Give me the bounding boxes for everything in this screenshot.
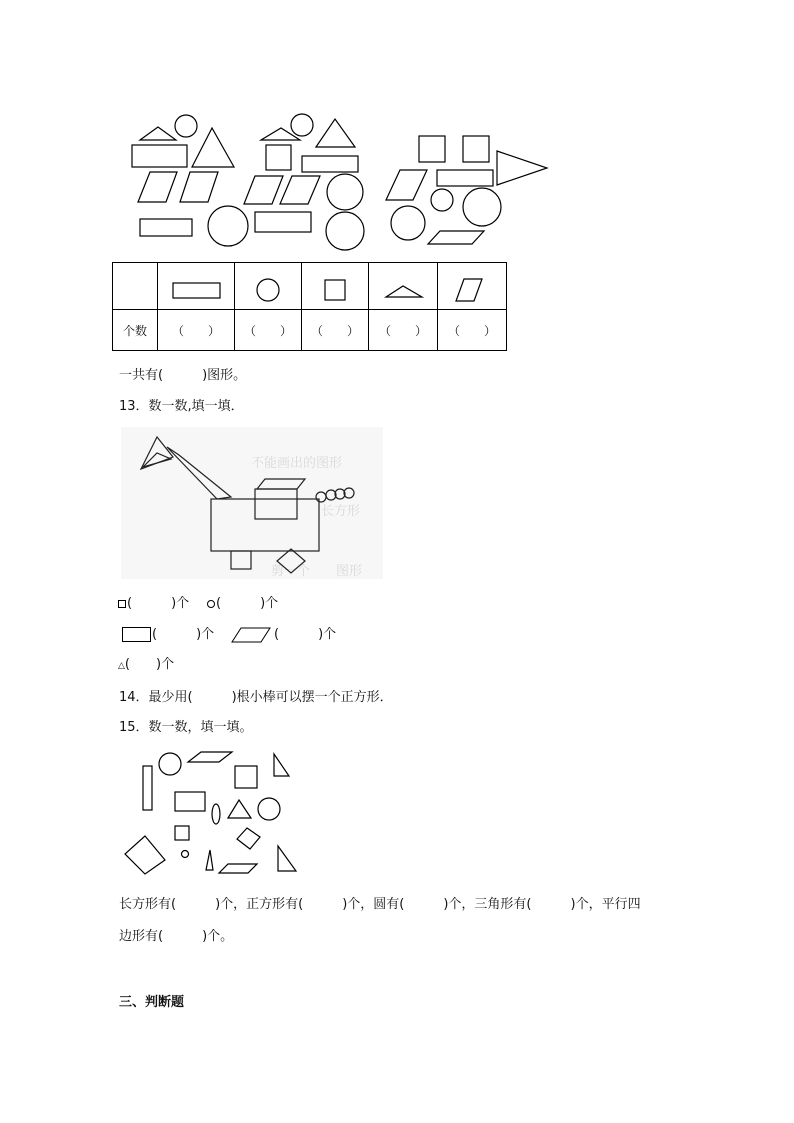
triangle-shape <box>228 800 251 818</box>
triangle-icon <box>369 263 437 309</box>
section-3-title: 三、判断题 <box>119 995 185 1010</box>
q12-total-line: 一共有( )图形。 <box>119 368 247 383</box>
q13-square-blank[interactable]: ( )个 <box>127 596 190 611</box>
q13-square-line <box>118 595 189 613</box>
rectangle-shape <box>255 212 311 232</box>
square-shape <box>255 489 297 519</box>
circle-icon <box>207 600 215 608</box>
q13-triangle-blank[interactable]: ( )个 <box>124 657 175 672</box>
q13-parallelogram-line <box>231 626 336 644</box>
parallelogram-shape <box>167 447 231 499</box>
triangle-icon: △ <box>118 661 125 671</box>
circle-icon <box>235 263 301 309</box>
blank-circle-count[interactable]: （ ） <box>235 310 302 351</box>
circle-shape <box>327 174 363 210</box>
blank-parallelogram-count[interactable]: （ ） <box>438 310 507 351</box>
triangle-shape <box>143 453 171 467</box>
circle-shape <box>291 114 313 136</box>
q13-parallelogram-blank[interactable]: ( )个 <box>274 627 337 642</box>
parallelogram-shape <box>386 170 427 200</box>
triangle-shape <box>316 119 355 147</box>
rectangle-icon <box>122 627 151 642</box>
triangle-shape <box>497 151 547 185</box>
triangle-shape <box>140 127 176 140</box>
blank-rectangle-count[interactable]: （ ） <box>158 310 235 351</box>
circle-shape <box>208 206 248 246</box>
circle-shape <box>326 212 364 250</box>
parallelogram-shape <box>428 231 484 244</box>
triangle-shape <box>261 128 300 140</box>
circle-shape <box>175 115 197 137</box>
q13-rectangle-blank[interactable]: ( )个 <box>152 627 215 642</box>
table-header-triangle <box>369 263 438 310</box>
rectangle-shape <box>140 219 192 236</box>
parallelogram-icon <box>231 627 271 643</box>
square-icon <box>302 263 368 309</box>
circle-shape <box>182 851 189 858</box>
triangle-shape <box>192 128 234 167</box>
rectangle-icon <box>158 263 234 309</box>
parallelogram-icon <box>438 263 506 309</box>
circle-shape <box>159 753 181 775</box>
circle-shape <box>431 189 453 211</box>
row-label-count: 个数 <box>113 310 158 351</box>
q15-shapes-figure <box>115 748 315 878</box>
circle-shape <box>391 206 425 240</box>
svg-text:长方形: 长方形 <box>321 504 361 519</box>
rectangle-shape <box>175 792 205 811</box>
blank-square-count[interactable]: （ ） <box>302 310 369 351</box>
parallelogram-shape <box>219 864 257 873</box>
q12-shapes-figure <box>0 0 794 260</box>
rectangle-shape <box>132 145 187 167</box>
square-shape <box>266 145 291 170</box>
table-header-rectangle <box>158 263 235 310</box>
triangle-shape <box>274 754 289 776</box>
circle-shape <box>316 492 326 502</box>
parallelogram-shape <box>125 836 165 874</box>
square-shape <box>231 551 251 569</box>
blank-triangle-count[interactable]: （ ） <box>369 310 438 351</box>
q13-rectangle-line <box>122 626 214 644</box>
svg-text:不能画出的图形: 不能画出的图形 <box>251 456 343 471</box>
q13-circle-line <box>207 595 278 613</box>
square-shape <box>419 136 445 162</box>
q15-answer-line-1: 长方形有( )个，正方形有( )个，圆有( )个，三角形有( )个，平行四 <box>119 897 641 912</box>
triangle-shape <box>206 850 213 870</box>
q15-answer-line-2: 边形有( )个。 <box>119 929 234 944</box>
circle-shape <box>258 798 280 820</box>
rectangle-shape <box>211 499 319 551</box>
square-shape <box>463 136 489 162</box>
rectangle-shape <box>437 170 493 186</box>
table-header-parallelogram <box>438 263 507 310</box>
q13-title: 13．数一数,填一填． <box>119 399 244 414</box>
square-shape <box>237 828 260 849</box>
circle-shape <box>463 188 501 226</box>
q14-question: 14．最少用( )根小棒可以摆一个正方形． <box>119 690 393 705</box>
square-icon <box>118 600 126 608</box>
q15-title: 15．数一数，填一填。 <box>119 720 253 735</box>
rectangle-shape <box>302 156 358 172</box>
triangle-shape <box>278 846 296 871</box>
parallelogram-shape <box>244 176 283 204</box>
q13-triangle-line <box>118 656 174 675</box>
parallelogram-shape <box>180 172 218 202</box>
square-shape <box>175 826 189 840</box>
table-header-square <box>302 263 369 310</box>
parallelogram-shape <box>257 479 305 489</box>
rectangle-shape <box>143 766 152 810</box>
parallelogram-shape <box>280 176 320 204</box>
table-header-circle <box>235 263 302 310</box>
table-corner-cell <box>113 263 158 310</box>
ellipse-shape <box>212 804 220 824</box>
q13-circle-blank[interactable]: ( )个 <box>216 596 279 611</box>
svg-text:剪一个 图形: 剪一个 图形 <box>271 564 363 579</box>
shape-count-table <box>112 262 507 351</box>
q13-giraffe-figure <box>121 427 383 579</box>
parallelogram-shape <box>138 172 177 202</box>
parallelogram-shape <box>188 752 232 762</box>
square-shape <box>235 766 257 788</box>
